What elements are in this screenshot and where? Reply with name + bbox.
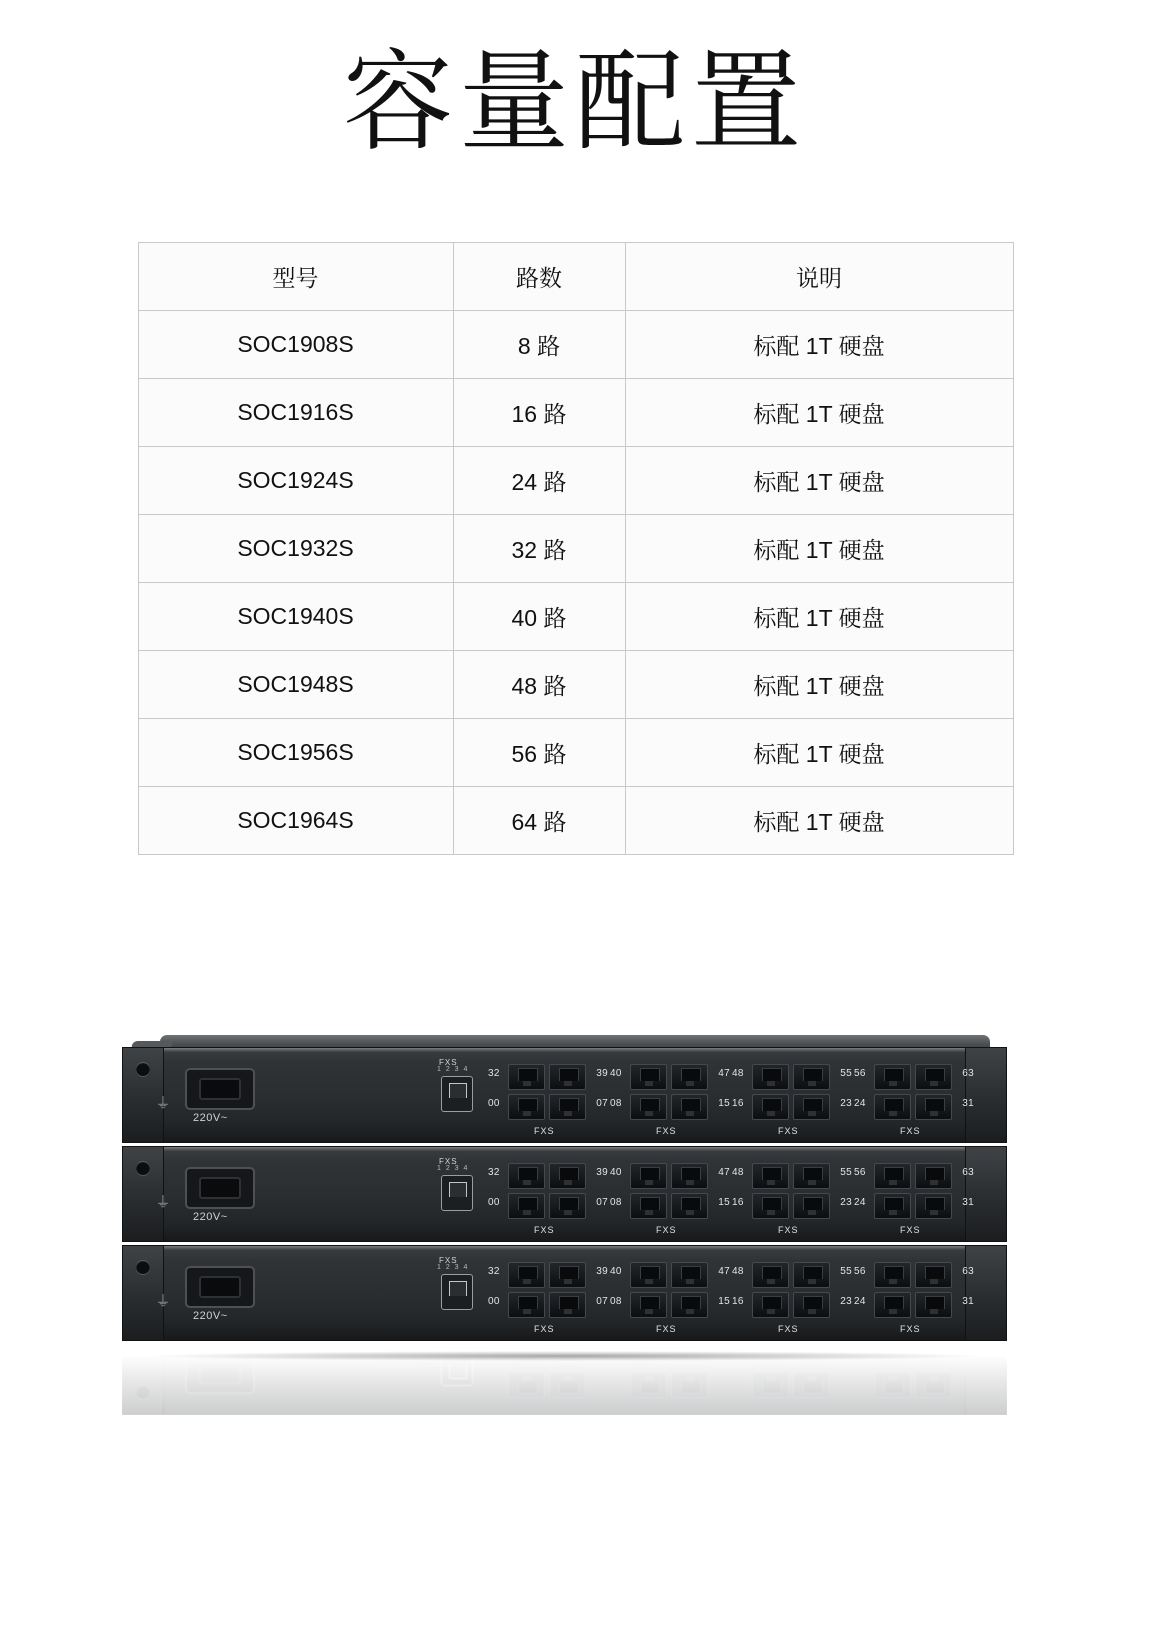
- rj45-port: [630, 1292, 667, 1318]
- rj45-port: [752, 1163, 789, 1189]
- rj45-port: [508, 1372, 545, 1398]
- port-number: 16: [732, 1296, 744, 1307]
- power-voltage-label: 220V~: [193, 1310, 228, 1322]
- rack-stack: [122, 1047, 1007, 1344]
- port-group-label: FXS: [900, 1126, 921, 1136]
- port-row: [508, 1064, 586, 1088]
- rj45-port: [630, 1262, 667, 1288]
- port-number: 31: [962, 1296, 974, 1307]
- port-group-label: FXS: [656, 1225, 677, 1235]
- port-group: [752, 1355, 830, 1398]
- port-number: 23: [840, 1098, 852, 1109]
- port-number: 00: [488, 1197, 500, 1208]
- table-header-channels: 路数: [453, 242, 625, 310]
- rj45-port: [549, 1292, 586, 1318]
- port-number: 63: [962, 1068, 974, 1079]
- port-number: 07: [596, 1296, 608, 1307]
- ground-icon: ⏚: [155, 1194, 171, 1211]
- port-row: [630, 1374, 708, 1398]
- rj45-port: [508, 1355, 545, 1368]
- port-number: 48: [732, 1167, 744, 1178]
- port-row: [508, 1163, 586, 1187]
- rj45-port: [671, 1292, 708, 1318]
- rj45-port: [874, 1094, 911, 1120]
- rack-unit: [122, 1146, 1007, 1242]
- rj45-port: [915, 1355, 952, 1368]
- port-number: 15: [718, 1098, 730, 1109]
- port-number: 63: [962, 1167, 974, 1178]
- rj45-port: [793, 1193, 830, 1219]
- rj45-port: [671, 1193, 708, 1219]
- rj45-port: [793, 1064, 830, 1090]
- port-group-label: FXS: [534, 1324, 555, 1334]
- port-row: [752, 1163, 830, 1187]
- port-row: [630, 1355, 708, 1368]
- port-group: [732, 1064, 852, 1136]
- port-row: [630, 1094, 708, 1118]
- fxs-icon-pinout: 1 2 3 4: [437, 1066, 469, 1073]
- port-number: 55: [840, 1068, 852, 1079]
- rj45-port: [508, 1163, 545, 1189]
- screw-hole-icon: [136, 1386, 150, 1400]
- table-row: [138, 650, 1013, 718]
- rj45-port: [752, 1292, 789, 1318]
- port-group-label: FXS: [900, 1225, 921, 1235]
- port-number: 40: [610, 1266, 622, 1277]
- rj45-port: [752, 1262, 789, 1288]
- fxs-icon-pinout: 1 2 3 4: [437, 1264, 469, 1271]
- port-number: 16: [732, 1098, 744, 1109]
- rj45-port: [915, 1163, 952, 1189]
- port-row: [508, 1355, 586, 1368]
- cell-note: 标配 1T 硬盘: [625, 378, 1013, 446]
- cell-channels: 40 路: [453, 582, 625, 650]
- port-row: [752, 1355, 830, 1368]
- port-group-label: FXS: [534, 1225, 555, 1235]
- rack-unit: [122, 1047, 1007, 1143]
- rack-ear-left: [123, 1355, 164, 1414]
- cell-note: 标配 1T 硬盘: [625, 582, 1013, 650]
- rj45-port: [630, 1064, 667, 1090]
- rj45-port: [752, 1193, 789, 1219]
- port-number: 23: [840, 1197, 852, 1208]
- port-number: 40: [610, 1167, 622, 1178]
- cell-model: SOC1948S: [138, 650, 453, 718]
- port-group: [508, 1355, 586, 1398]
- port-number: 31: [962, 1197, 974, 1208]
- rj45-port: [508, 1292, 545, 1318]
- rj45-port: [549, 1372, 586, 1398]
- rj45-port: [874, 1262, 911, 1288]
- port-number: 48: [732, 1068, 744, 1079]
- port-row: [508, 1374, 586, 1398]
- port-group: [610, 1163, 730, 1235]
- unit-top-highlight: [123, 1048, 1006, 1052]
- rj45-port: [549, 1163, 586, 1189]
- capacity-table-wrap: [138, 242, 1013, 855]
- power-voltage-label: 220V~: [193, 1112, 228, 1124]
- power-inlet: [185, 1266, 255, 1308]
- port-group: [610, 1064, 730, 1136]
- rj45-port: [752, 1355, 789, 1368]
- rj45-port: [752, 1064, 789, 1090]
- rj45-port: [508, 1094, 545, 1120]
- cell-model: SOC1932S: [138, 514, 453, 582]
- rj45-port: [549, 1064, 586, 1090]
- port-number: 32: [488, 1167, 500, 1178]
- port-number: 47: [718, 1266, 730, 1277]
- port-number: 63: [962, 1266, 974, 1277]
- rack-unit-reflection: [122, 1355, 1007, 1415]
- port-number: 24: [854, 1197, 866, 1208]
- rj11-jack-icon: [441, 1274, 473, 1310]
- ground-icon: ⏚: [155, 1095, 171, 1112]
- cell-channels: 16 路: [453, 378, 625, 446]
- port-number: 40: [610, 1068, 622, 1079]
- port-row: [874, 1355, 952, 1368]
- port-number: 23: [840, 1296, 852, 1307]
- port-group: [610, 1262, 730, 1334]
- device-reflection: [122, 1355, 1007, 1415]
- port-group-label: FXS: [778, 1225, 799, 1235]
- table-row: [138, 514, 1013, 582]
- port-number: 00: [488, 1296, 500, 1307]
- port-row: [630, 1163, 708, 1187]
- cell-channels: 48 路: [453, 650, 625, 718]
- port-number: 15: [718, 1197, 730, 1208]
- cell-channels: 8 路: [453, 310, 625, 378]
- unit-top-highlight: [123, 1147, 1006, 1151]
- rj45-port: [630, 1355, 667, 1368]
- cell-model: SOC1924S: [138, 446, 453, 514]
- port-number: 07: [596, 1098, 608, 1109]
- rj45-port: [874, 1292, 911, 1318]
- port-number: 24: [854, 1296, 866, 1307]
- port-number: 56: [854, 1068, 866, 1079]
- port-row: [752, 1094, 830, 1118]
- port-number: 56: [854, 1266, 866, 1277]
- rj45-port: [549, 1262, 586, 1288]
- port-number: 16: [732, 1197, 744, 1208]
- cell-note: 标配 1T 硬盘: [625, 786, 1013, 854]
- cell-note: 标配 1T 硬盘: [625, 650, 1013, 718]
- table-row: [138, 582, 1013, 650]
- rj45-port: [630, 1193, 667, 1219]
- rj45-port: [915, 1372, 952, 1398]
- port-row: [752, 1374, 830, 1398]
- power-voltage-label: 220V~: [193, 1211, 228, 1223]
- rj45-port: [915, 1064, 952, 1090]
- ground-icon: ⏚: [155, 1293, 171, 1310]
- rj45-port: [752, 1094, 789, 1120]
- port-row: [630, 1292, 708, 1316]
- rj45-port: [508, 1064, 545, 1090]
- port-group: [854, 1262, 974, 1334]
- port-group-label: FXS: [900, 1324, 921, 1334]
- port-group-label: FXS: [656, 1126, 677, 1136]
- port-group: [732, 1163, 852, 1235]
- rj45-port: [671, 1262, 708, 1288]
- rj45-port: [874, 1372, 911, 1398]
- cell-note: 标配 1T 硬盘: [625, 446, 1013, 514]
- cell-note: 标配 1T 硬盘: [625, 514, 1013, 582]
- screw-hole-icon: [136, 1062, 150, 1076]
- port-group: [488, 1163, 608, 1235]
- port-row: [508, 1262, 586, 1286]
- rj45-port: [793, 1262, 830, 1288]
- page-title: 容量配置: [343, 41, 807, 164]
- table-row: [138, 786, 1013, 854]
- port-row: [874, 1094, 952, 1118]
- cell-model: SOC1964S: [138, 786, 453, 854]
- rj45-port: [549, 1193, 586, 1219]
- port-number: 32: [488, 1068, 500, 1079]
- fxs-icon-label: FXS: [439, 1157, 458, 1166]
- rj45-port: [671, 1163, 708, 1189]
- port-number: 31: [962, 1098, 974, 1109]
- table-header-note: 说明: [625, 242, 1013, 310]
- port-group: [854, 1064, 974, 1136]
- rj45-port: [508, 1193, 545, 1219]
- port-row: [752, 1262, 830, 1286]
- port-number: 47: [718, 1167, 730, 1178]
- rj45-port: [874, 1163, 911, 1189]
- table-header-model: 型号: [138, 242, 453, 310]
- rj45-port: [874, 1355, 911, 1368]
- port-group-label: FXS: [656, 1324, 677, 1334]
- port-row: [874, 1193, 952, 1217]
- port-group: [732, 1262, 852, 1334]
- rj45-port: [671, 1064, 708, 1090]
- port-row: [874, 1374, 952, 1398]
- port-row: [874, 1163, 952, 1187]
- port-row: [508, 1094, 586, 1118]
- rack-ear-right: [965, 1048, 1006, 1142]
- port-number: 00: [488, 1098, 500, 1109]
- rj45-port: [630, 1094, 667, 1120]
- table-header-row: [138, 242, 1013, 310]
- rj45-port: [508, 1262, 545, 1288]
- cell-note: 标配 1T 硬盘: [625, 310, 1013, 378]
- port-group: [488, 1262, 608, 1334]
- rj45-port: [671, 1094, 708, 1120]
- port-number: 32: [488, 1266, 500, 1277]
- rj45-port: [874, 1193, 911, 1219]
- power-inlet: [185, 1355, 255, 1394]
- cell-model: SOC1916S: [138, 378, 453, 446]
- power-inlet: [185, 1167, 255, 1209]
- cell-note: 标配 1T 硬盘: [625, 718, 1013, 786]
- cell-channels: 56 路: [453, 718, 625, 786]
- rack-ear-right: [965, 1355, 1006, 1414]
- cell-model: SOC1956S: [138, 718, 453, 786]
- port-number: 39: [596, 1167, 608, 1178]
- port-group: [874, 1355, 952, 1398]
- table-row: [138, 378, 1013, 446]
- rj11-jack-icon: [441, 1175, 473, 1211]
- table-row: [138, 446, 1013, 514]
- rj45-port: [671, 1372, 708, 1398]
- port-number: 15: [718, 1296, 730, 1307]
- port-number: 24: [854, 1098, 866, 1109]
- port-row: [630, 1262, 708, 1286]
- fxs-icon-label: FXS: [439, 1058, 458, 1067]
- port-row: [874, 1064, 952, 1088]
- rj45-port: [793, 1355, 830, 1368]
- port-group: [854, 1163, 974, 1235]
- rj45-port: [549, 1094, 586, 1120]
- cell-channels: 32 路: [453, 514, 625, 582]
- port-row: [874, 1262, 952, 1286]
- rack-ear-right: [965, 1147, 1006, 1241]
- port-group-label: FXS: [778, 1324, 799, 1334]
- table-row: [138, 310, 1013, 378]
- fxs-icon-label: FXS: [439, 1256, 458, 1265]
- rj45-port: [549, 1355, 586, 1368]
- port-group: [630, 1355, 708, 1398]
- port-number: 07: [596, 1197, 608, 1208]
- rj45-port: [915, 1292, 952, 1318]
- rj45-port: [915, 1094, 952, 1120]
- rj45-port: [915, 1262, 952, 1288]
- rack-unit: [122, 1245, 1007, 1341]
- port-number: 56: [854, 1167, 866, 1178]
- port-row: [752, 1292, 830, 1316]
- port-row: [752, 1193, 830, 1217]
- port-row: [508, 1193, 586, 1217]
- rj45-port: [630, 1372, 667, 1398]
- port-group-label: FXS: [778, 1126, 799, 1136]
- table-row: [138, 718, 1013, 786]
- capacity-table: [138, 242, 1014, 855]
- rj45-port: [793, 1372, 830, 1398]
- port-number: 47: [718, 1068, 730, 1079]
- port-number: 08: [610, 1098, 622, 1109]
- port-number: 55: [840, 1167, 852, 1178]
- rj11-jack-icon: [441, 1076, 473, 1112]
- port-number: 55: [840, 1266, 852, 1277]
- unit-top-highlight: [123, 1246, 1006, 1250]
- rj45-port: [671, 1355, 708, 1368]
- rj45-port: [874, 1064, 911, 1090]
- port-number: 39: [596, 1266, 608, 1277]
- fxs-icon-pinout: 1 2 3 4: [437, 1165, 469, 1172]
- port-number: 08: [610, 1296, 622, 1307]
- port-number: 48: [732, 1266, 744, 1277]
- cell-channels: 24 路: [453, 446, 625, 514]
- cell-channels: 64 路: [453, 786, 625, 854]
- screw-hole-icon: [136, 1260, 150, 1274]
- port-number: 39: [596, 1068, 608, 1079]
- cell-model: SOC1940S: [138, 582, 453, 650]
- port-row: [630, 1193, 708, 1217]
- power-inlet: [185, 1068, 255, 1110]
- rj11-jack-icon: [441, 1355, 473, 1386]
- rj45-port: [915, 1193, 952, 1219]
- port-group-label: FXS: [534, 1126, 555, 1136]
- rj45-port: [793, 1163, 830, 1189]
- port-row: [508, 1292, 586, 1316]
- rj45-port: [793, 1292, 830, 1318]
- rack-ear-right: [965, 1246, 1006, 1340]
- screw-hole-icon: [136, 1161, 150, 1175]
- rj45-port: [630, 1163, 667, 1189]
- port-number: 08: [610, 1197, 622, 1208]
- port-group: [488, 1064, 608, 1136]
- port-row: [630, 1064, 708, 1088]
- cell-model: SOC1908S: [138, 310, 453, 378]
- rj45-port: [752, 1372, 789, 1398]
- device-photo: [0, 1025, 1150, 1445]
- port-row: [752, 1064, 830, 1088]
- rj45-port: [793, 1094, 830, 1120]
- port-row: [874, 1292, 952, 1316]
